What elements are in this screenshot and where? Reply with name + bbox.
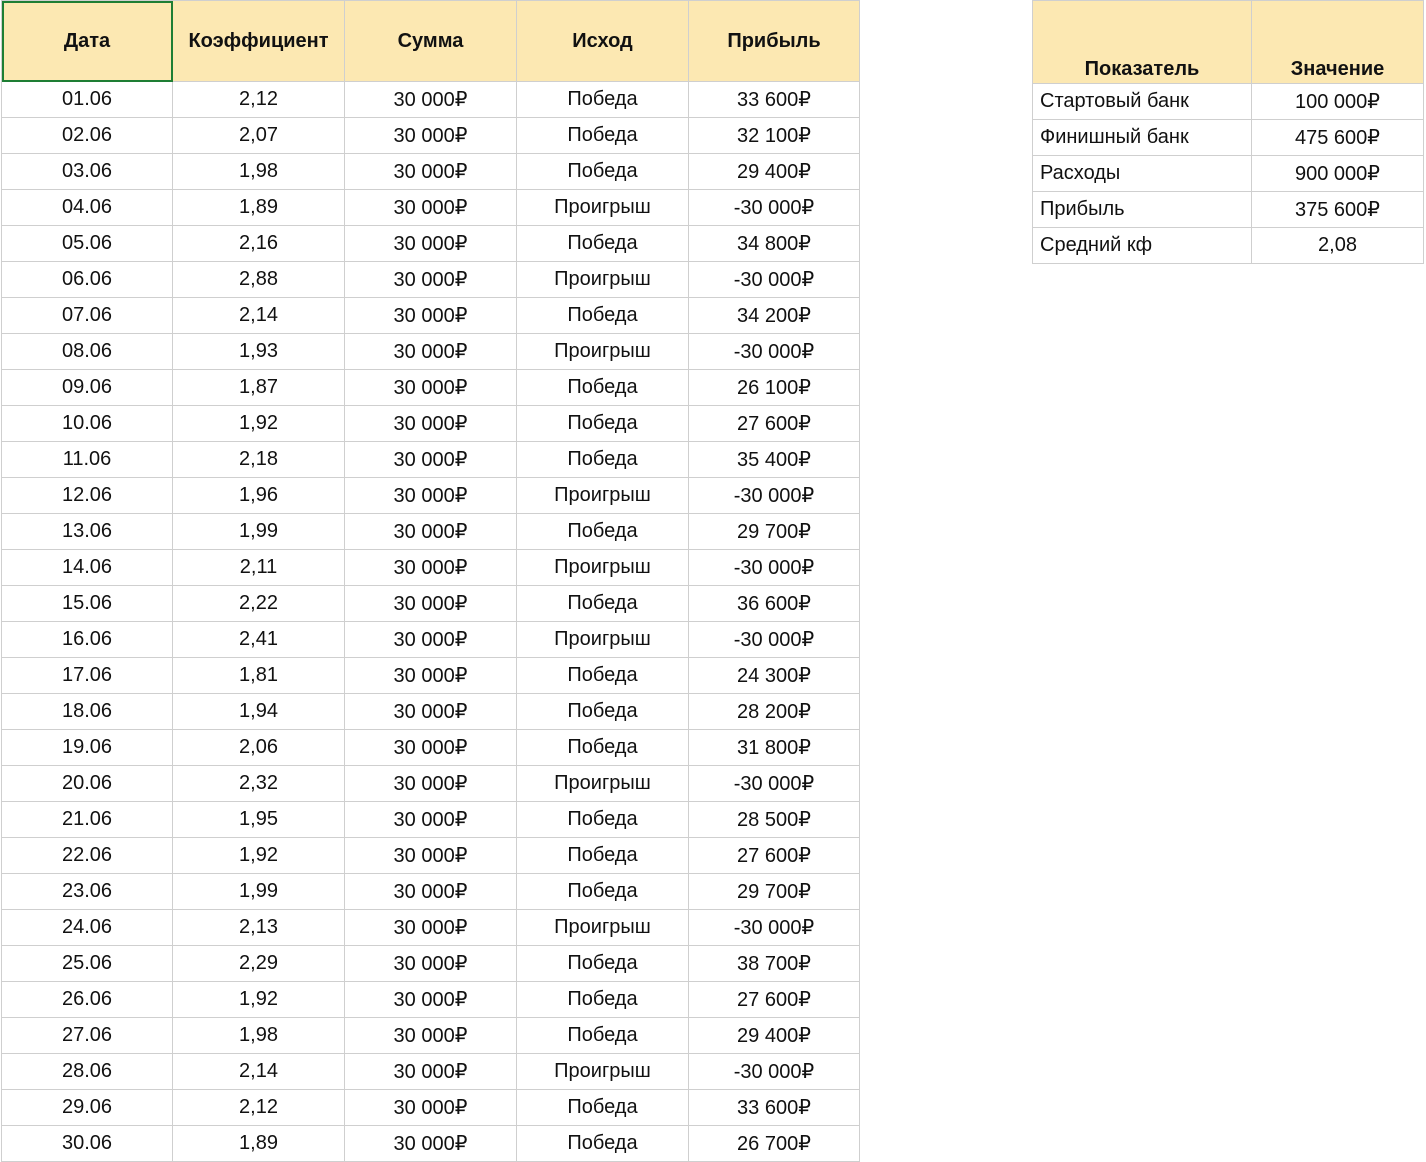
table-row (2, 982, 860, 1018)
table-row (2, 622, 860, 658)
table-row (2, 766, 860, 802)
indicator-cell[interactable]: Средний кф (1033, 228, 1252, 264)
date-cell[interactable]: 13.06 (2, 514, 173, 550)
profit-cell[interactable]: 34 800₽ (689, 226, 860, 262)
amount-cell[interactable]: 30 000₽ (345, 622, 517, 658)
outcome-cell[interactable]: Проигрыш (517, 766, 689, 802)
date-cell[interactable]: 22.06 (2, 838, 173, 874)
outcome-cell[interactable]: Проигрыш (517, 334, 689, 370)
table-row (2, 730, 860, 766)
outcome-cell[interactable]: Победа (517, 118, 689, 154)
coefficient-cell[interactable]: 2,11 (173, 550, 345, 586)
date-cell[interactable]: 11.06 (2, 442, 173, 478)
table-row (2, 658, 860, 694)
coefficient-cell[interactable]: 2,18 (173, 442, 345, 478)
outcome-cell[interactable]: Проигрыш (517, 190, 689, 226)
coefficient-cell[interactable]: 2,13 (173, 910, 345, 946)
amount-cell[interactable]: 30 000₽ (345, 406, 517, 442)
date-cell[interactable]: 15.06 (2, 586, 173, 622)
profit-cell[interactable]: 29 700₽ (689, 874, 860, 910)
profit-cell[interactable]: -30 000₽ (689, 550, 860, 586)
table-row (2, 874, 860, 910)
outcome-cell[interactable]: Победа (517, 838, 689, 874)
date-cell[interactable]: 21.06 (2, 802, 173, 838)
value-cell[interactable]: 2,08 (1252, 228, 1424, 264)
outcome-cell[interactable]: Победа (517, 1018, 689, 1054)
indicator-cell[interactable]: Прибыль (1033, 192, 1252, 228)
outcome-cell[interactable]: Победа (517, 154, 689, 190)
table-row (2, 802, 860, 838)
indicator-cell[interactable]: Расходы (1033, 156, 1252, 192)
profit-cell[interactable]: 33 600₽ (689, 1090, 860, 1126)
coefficient-cell[interactable]: 2,16 (173, 226, 345, 262)
outcome-cell[interactable]: Победа (517, 226, 689, 262)
profit-cell[interactable]: 27 600₽ (689, 982, 860, 1018)
coefficient-cell[interactable]: 1,99 (173, 874, 345, 910)
outcome-cell[interactable]: Победа (517, 1090, 689, 1126)
table-row (2, 478, 860, 514)
coefficient-cell[interactable]: 2,14 (173, 1054, 345, 1090)
date-cell[interactable]: 26.06 (2, 982, 173, 1018)
profit-cell[interactable]: -30 000₽ (689, 622, 860, 658)
table-row (2, 154, 860, 190)
date-cell[interactable]: 04.06 (2, 190, 173, 226)
table-row (2, 1054, 860, 1090)
coefficient-cell[interactable]: 1,98 (173, 154, 345, 190)
outcome-cell[interactable]: Победа (517, 658, 689, 694)
amount-cell[interactable]: 30 000₽ (345, 262, 517, 298)
coefficient-cell[interactable]: 1,87 (173, 370, 345, 406)
coefficient-cell[interactable]: 1,89 (173, 190, 345, 226)
date-cell[interactable]: 10.06 (2, 406, 173, 442)
table-row (2, 1018, 860, 1054)
amount-cell[interactable]: 30 000₽ (345, 1018, 517, 1054)
profit-cell[interactable]: 31 800₽ (689, 730, 860, 766)
summary-row (1033, 228, 1424, 264)
outcome-cell[interactable]: Победа (517, 298, 689, 334)
date-cell[interactable]: 25.06 (2, 946, 173, 982)
date-cell[interactable]: 23.06 (2, 874, 173, 910)
coefficient-cell[interactable]: 2,88 (173, 262, 345, 298)
profit-cell[interactable]: 33 600₽ (689, 82, 860, 118)
table-row (2, 694, 860, 730)
table-row (2, 226, 860, 262)
profit-cell[interactable]: 27 600₽ (689, 838, 860, 874)
outcome-cell[interactable]: Проигрыш (517, 262, 689, 298)
date-cell[interactable]: 09.06 (2, 370, 173, 406)
amount-cell[interactable]: 30 000₽ (345, 82, 517, 118)
amount-cell[interactable]: 30 000₽ (345, 370, 517, 406)
amount-cell[interactable]: 30 000₽ (345, 514, 517, 550)
coefficient-cell[interactable]: 1,94 (173, 694, 345, 730)
amount-cell[interactable]: 30 000₽ (345, 730, 517, 766)
date-cell[interactable]: 14.06 (2, 550, 173, 586)
date-cell[interactable]: 29.06 (2, 1090, 173, 1126)
header-coefficient-cell[interactable]: Коэффициент (173, 1, 345, 82)
coefficient-cell[interactable]: 2,14 (173, 298, 345, 334)
amount-cell[interactable]: 30 000₽ (345, 658, 517, 694)
amount-cell[interactable]: 30 000₽ (345, 334, 517, 370)
amount-cell[interactable]: 30 000₽ (345, 1126, 517, 1162)
outcome-cell[interactable]: Проигрыш (517, 622, 689, 658)
amount-cell[interactable]: 30 000₽ (345, 802, 517, 838)
table-row (2, 370, 860, 406)
profit-cell[interactable]: 24 300₽ (689, 658, 860, 694)
outcome-cell[interactable]: Победа (517, 82, 689, 118)
date-cell[interactable]: 30.06 (2, 1126, 173, 1162)
profit-cell[interactable]: -30 000₽ (689, 334, 860, 370)
profit-cell[interactable]: 29 400₽ (689, 1018, 860, 1054)
profit-cell[interactable]: 28 200₽ (689, 694, 860, 730)
header-indicator-cell[interactable]: Показатель (1033, 1, 1252, 84)
outcome-cell[interactable]: Проигрыш (517, 478, 689, 514)
amount-cell[interactable]: 30 000₽ (345, 1090, 517, 1126)
table-row (2, 946, 860, 982)
table-row (2, 838, 860, 874)
amount-cell[interactable]: 30 000₽ (345, 910, 517, 946)
coefficient-cell[interactable]: 2,07 (173, 118, 345, 154)
outcome-cell[interactable]: Победа (517, 982, 689, 1018)
profit-cell[interactable]: -30 000₽ (689, 1054, 860, 1090)
amount-cell[interactable]: 30 000₽ (345, 550, 517, 586)
amount-cell[interactable]: 30 000₽ (345, 226, 517, 262)
coefficient-cell[interactable]: 1,92 (173, 838, 345, 874)
outcome-cell[interactable]: Победа (517, 694, 689, 730)
amount-cell[interactable]: 30 000₽ (345, 298, 517, 334)
coefficient-cell[interactable]: 1,99 (173, 514, 345, 550)
profit-cell[interactable]: 26 100₽ (689, 370, 860, 406)
amount-cell[interactable]: 30 000₽ (345, 1054, 517, 1090)
date-cell[interactable]: 06.06 (2, 262, 173, 298)
amount-cell[interactable]: 30 000₽ (345, 946, 517, 982)
profit-cell[interactable]: 28 500₽ (689, 802, 860, 838)
outcome-cell[interactable]: Победа (517, 874, 689, 910)
summary-row (1033, 84, 1424, 120)
date-cell[interactable]: 01.06 (2, 82, 173, 118)
coefficient-cell[interactable]: 1,89 (173, 1126, 345, 1162)
table-row (2, 1090, 860, 1126)
coefficient-cell[interactable]: 2,06 (173, 730, 345, 766)
outcome-cell[interactable]: Победа (517, 586, 689, 622)
header-amount-cell[interactable]: Сумма (345, 1, 517, 82)
summary-row (1033, 156, 1424, 192)
table-row (2, 910, 860, 946)
table-row (2, 442, 860, 478)
summary-row (1033, 120, 1424, 156)
amount-cell[interactable]: 30 000₽ (345, 874, 517, 910)
profit-cell[interactable]: 29 400₽ (689, 154, 860, 190)
value-cell[interactable]: 375 600₽ (1252, 192, 1424, 228)
bets-table (1, 0, 860, 1162)
header-value-cell[interactable]: Значение (1252, 1, 1424, 84)
outcome-cell[interactable]: Победа (517, 406, 689, 442)
table-row (2, 406, 860, 442)
coefficient-cell[interactable]: 2,12 (173, 1090, 345, 1126)
date-cell[interactable]: 19.06 (2, 730, 173, 766)
date-cell[interactable]: 16.06 (2, 622, 173, 658)
date-cell[interactable]: 24.06 (2, 910, 173, 946)
coefficient-cell[interactable]: 1,96 (173, 478, 345, 514)
profit-cell[interactable]: -30 000₽ (689, 190, 860, 226)
date-cell[interactable]: 07.06 (2, 298, 173, 334)
table-row (2, 514, 860, 550)
indicator-cell[interactable]: Финишный банк (1033, 120, 1252, 156)
indicator-cell[interactable]: Стартовый банк (1033, 84, 1252, 120)
outcome-cell[interactable]: Победа (517, 370, 689, 406)
summary-table (1032, 0, 1424, 264)
coefficient-cell[interactable]: 2,32 (173, 766, 345, 802)
date-cell[interactable]: 12.06 (2, 478, 173, 514)
table-row (2, 298, 860, 334)
amount-cell[interactable]: 30 000₽ (345, 154, 517, 190)
date-cell[interactable]: 08.06 (2, 334, 173, 370)
coefficient-cell[interactable]: 2,22 (173, 586, 345, 622)
coefficient-cell[interactable]: 1,95 (173, 802, 345, 838)
outcome-cell[interactable]: Победа (517, 514, 689, 550)
table-row (2, 1126, 860, 1162)
bets-header-row (2, 1, 860, 82)
date-cell[interactable]: 18.06 (2, 694, 173, 730)
profit-cell[interactable]: 27 600₽ (689, 406, 860, 442)
header-date-cell[interactable]: Дата (2, 1, 173, 82)
date-cell[interactable]: 28.06 (2, 1054, 173, 1090)
amount-cell[interactable]: 30 000₽ (345, 478, 517, 514)
coefficient-cell[interactable]: 1,81 (173, 658, 345, 694)
summary-row (1033, 192, 1424, 228)
coefficient-cell[interactable]: 1,98 (173, 1018, 345, 1054)
amount-cell[interactable]: 30 000₽ (345, 118, 517, 154)
table-row (2, 550, 860, 586)
table-row (2, 82, 860, 118)
amount-cell[interactable]: 30 000₽ (345, 694, 517, 730)
profit-cell[interactable]: -30 000₽ (689, 262, 860, 298)
value-cell[interactable]: 475 600₽ (1252, 120, 1424, 156)
coefficient-cell[interactable]: 2,29 (173, 946, 345, 982)
amount-cell[interactable]: 30 000₽ (345, 442, 517, 478)
amount-cell[interactable]: 30 000₽ (345, 982, 517, 1018)
profit-cell[interactable]: 26 700₽ (689, 1126, 860, 1162)
outcome-cell[interactable]: Победа (517, 442, 689, 478)
header-profit-cell[interactable]: Прибыль (689, 1, 860, 82)
outcome-cell[interactable]: Победа (517, 1126, 689, 1162)
profit-cell[interactable]: -30 000₽ (689, 766, 860, 802)
value-cell[interactable]: 900 000₽ (1252, 156, 1424, 192)
summary-header-row (1033, 1, 1424, 84)
date-cell[interactable]: 20.06 (2, 766, 173, 802)
date-cell[interactable]: 02.06 (2, 118, 173, 154)
table-row (2, 262, 860, 298)
coefficient-cell[interactable]: 2,41 (173, 622, 345, 658)
coefficient-cell[interactable]: 1,92 (173, 982, 345, 1018)
amount-cell[interactable]: 30 000₽ (345, 766, 517, 802)
coefficient-cell[interactable]: 1,93 (173, 334, 345, 370)
profit-cell[interactable]: 29 700₽ (689, 514, 860, 550)
outcome-cell[interactable]: Проигрыш (517, 550, 689, 586)
coefficient-cell[interactable]: 2,12 (173, 82, 345, 118)
outcome-cell[interactable]: Победа (517, 802, 689, 838)
outcome-cell[interactable]: Победа (517, 730, 689, 766)
outcome-cell[interactable]: Проигрыш (517, 1054, 689, 1090)
outcome-cell[interactable]: Проигрыш (517, 910, 689, 946)
amount-cell[interactable]: 30 000₽ (345, 586, 517, 622)
table-row (2, 334, 860, 370)
date-cell[interactable]: 05.06 (2, 226, 173, 262)
profit-cell[interactable]: 34 200₽ (689, 298, 860, 334)
outcome-cell[interactable]: Победа (517, 946, 689, 982)
profit-cell[interactable]: 38 700₽ (689, 946, 860, 982)
profit-cell[interactable]: 36 600₽ (689, 586, 860, 622)
profit-cell[interactable]: -30 000₽ (689, 478, 860, 514)
profit-cell[interactable]: 35 400₽ (689, 442, 860, 478)
table-row (2, 190, 860, 226)
date-cell[interactable]: 27.06 (2, 1018, 173, 1054)
amount-cell[interactable]: 30 000₽ (345, 838, 517, 874)
table-row (2, 586, 860, 622)
table-row (2, 118, 860, 154)
value-cell[interactable]: 100 000₽ (1252, 84, 1424, 120)
profit-cell[interactable]: 32 100₽ (689, 118, 860, 154)
amount-cell[interactable]: 30 000₽ (345, 190, 517, 226)
profit-cell[interactable]: -30 000₽ (689, 910, 860, 946)
date-cell[interactable]: 03.06 (2, 154, 173, 190)
date-cell[interactable]: 17.06 (2, 658, 173, 694)
coefficient-cell[interactable]: 1,92 (173, 406, 345, 442)
header-outcome-cell[interactable]: Исход (517, 1, 689, 82)
